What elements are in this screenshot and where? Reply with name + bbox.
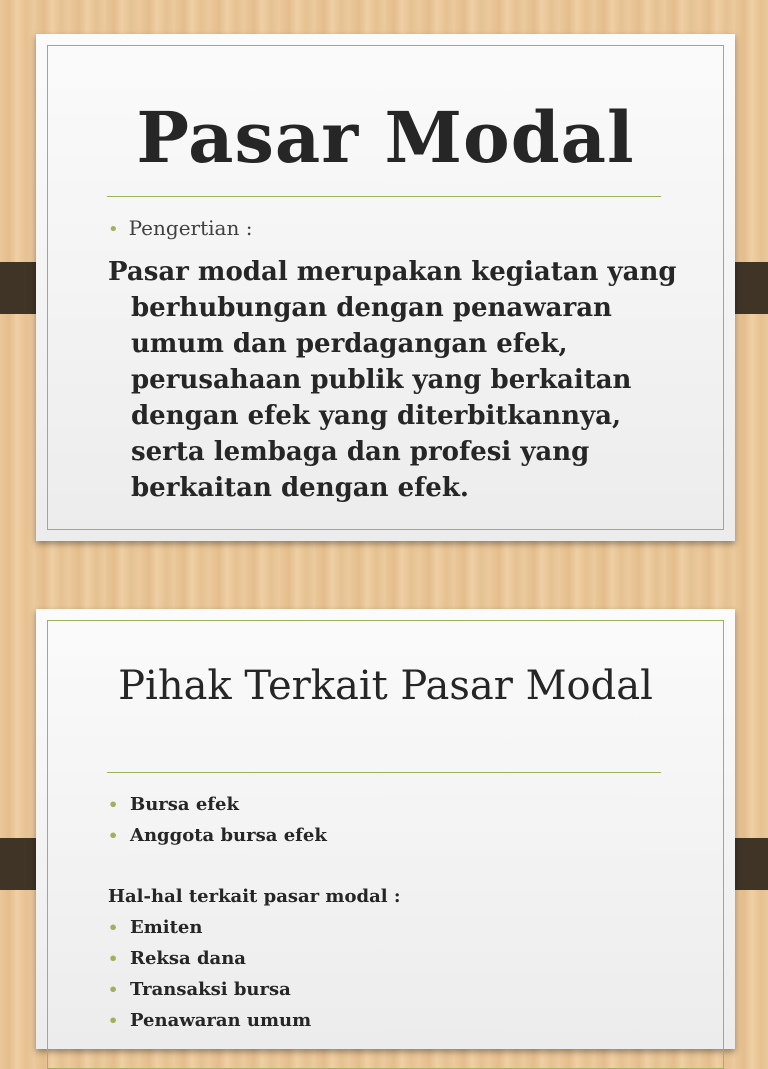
list-item [108, 789, 668, 820]
list-item-label: Reksa dana [130, 948, 246, 969]
slide-title: Pihak Terkait Pasar Modal [118, 663, 653, 709]
list-item-label: Penawaran umum [130, 1010, 312, 1031]
title-divider [107, 772, 661, 773]
list-item [108, 974, 668, 1005]
bullet-icon: • [108, 826, 119, 845]
slide-pasar-modal [36, 34, 735, 541]
list-item [108, 1005, 668, 1036]
bullet-label: Pengertian : [128, 216, 253, 240]
list-item-label: Anggota bursa efek [130, 825, 327, 846]
bullet-icon: • [108, 918, 119, 937]
list-item [108, 820, 668, 851]
list-item [108, 943, 668, 974]
bullet-item [108, 216, 252, 240]
bullet-icon: • [108, 795, 119, 814]
bullet-icon: • [108, 1011, 119, 1030]
bullet-icon: • [108, 949, 119, 968]
definition-paragraph: Pasar modal merupakan kegiatan yang berhubungan dengan penawaran umum dan perdagangan efek, perusahaan publik yang berkaitan dengan efek yang diterbitkannya, serta lembaga dan profesi yang berkaitan dengan efek. [108, 257, 677, 503]
list-item-label: Bursa efek [130, 794, 239, 815]
slide-pihak-terkait [36, 609, 735, 1049]
bullet-icon: • [108, 219, 119, 240]
slide-title: Pasar Modal [136, 96, 635, 179]
subheading: Hal-hal terkait pasar modal : [108, 886, 401, 907]
content-list [108, 789, 668, 1036]
bullet-icon: • [108, 980, 119, 999]
list-item-label: Transaksi bursa [130, 979, 291, 1000]
list-item-label: Emiten [130, 917, 203, 938]
list-item [108, 912, 668, 943]
title-divider [107, 196, 661, 197]
